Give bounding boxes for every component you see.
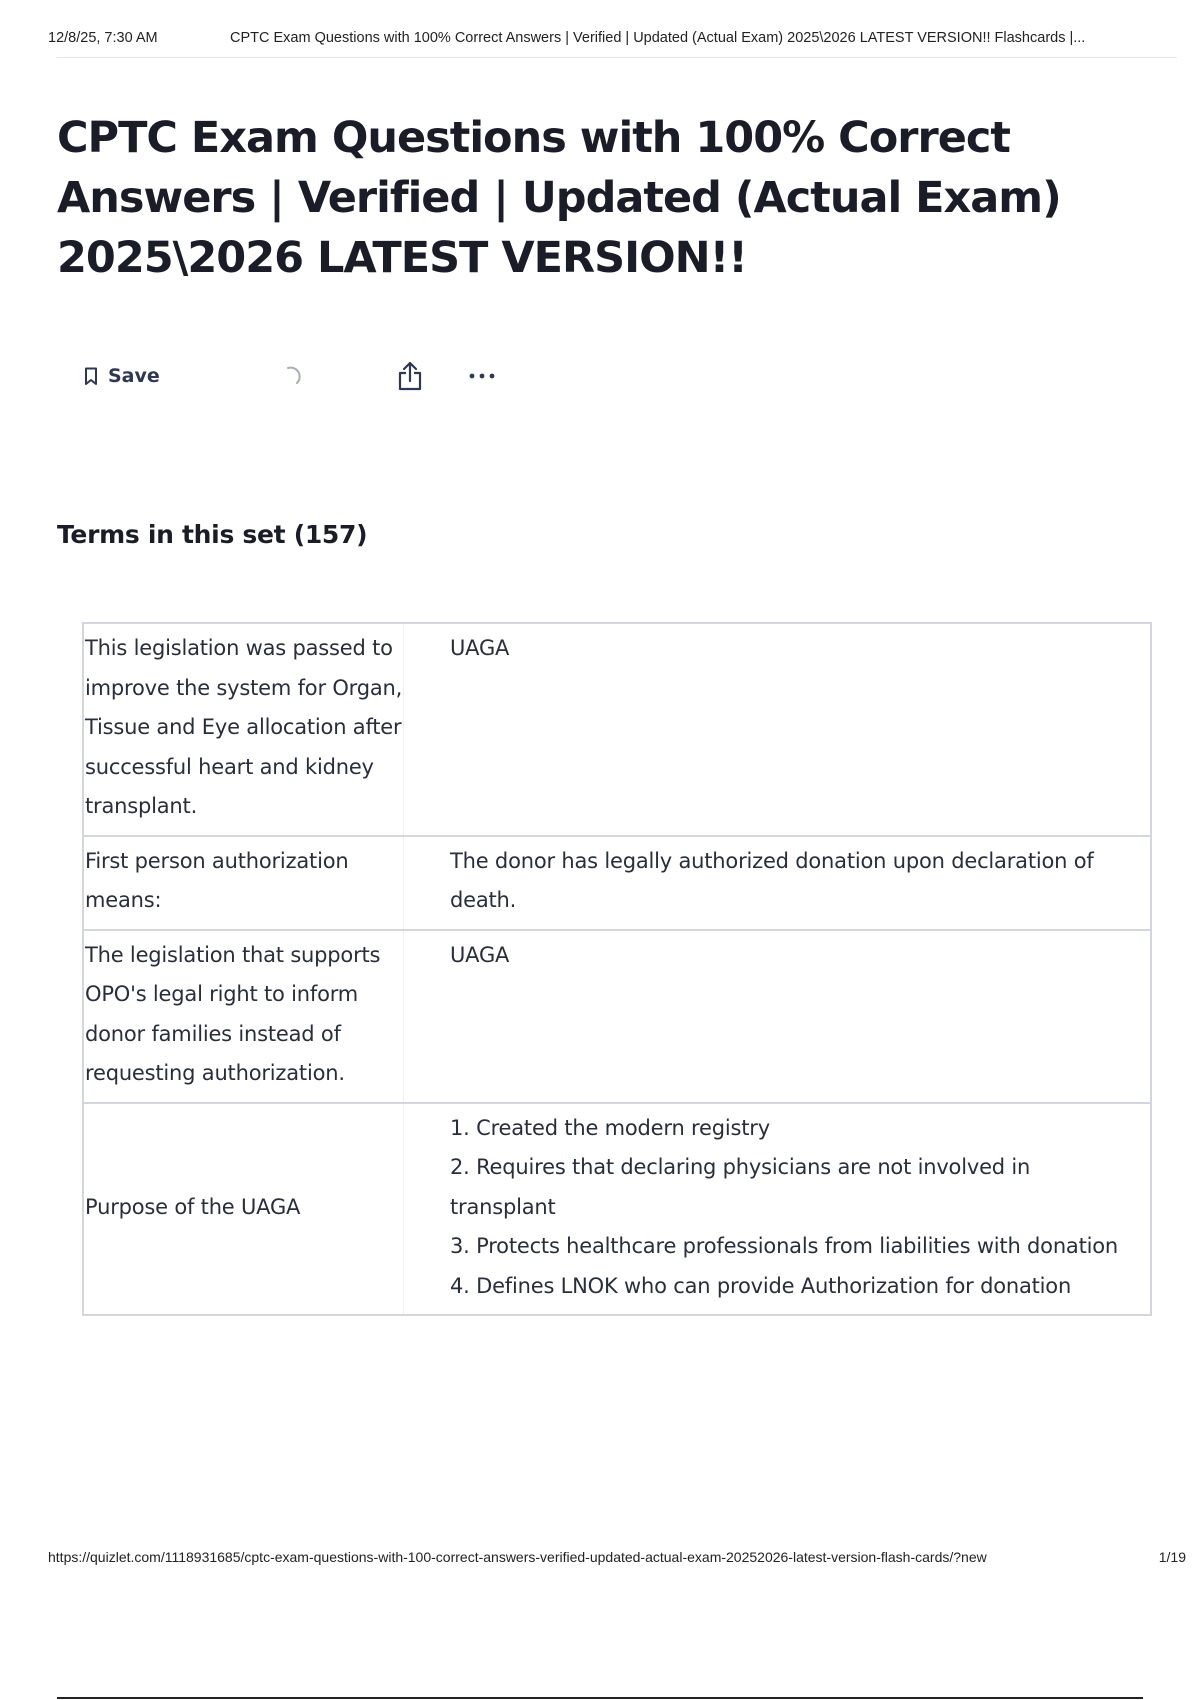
header-divider [57, 57, 1177, 58]
page-bottom-divider [57, 1697, 1143, 1699]
term-definition [404, 837, 1150, 929]
term-row [82, 835, 1152, 931]
print-date: 12/8/25, 7:30 AM [48, 30, 158, 46]
definition-line: 4. Defines LNOK who can provide Authorization for donation [450, 1273, 1072, 1298]
definition-line: 3. Protects healthcare professionals from liabilities with donation [450, 1234, 1119, 1258]
term-row [82, 622, 1152, 837]
page-title: CPTC Exam Questions with 100% Correct Answers | Verified | Updated (Actual Exam) 2025\2026 LATEST VERSION!! [57, 113, 1061, 283]
terms-heading: Terms in this set (157) [57, 520, 368, 549]
terms-table [82, 624, 1152, 1316]
save-button[interactable] [84, 360, 160, 392]
bookmark-icon [84, 367, 98, 386]
term-text: Purpose of the UAGA [84, 1104, 404, 1315]
term-row [82, 1102, 1152, 1317]
term-row [82, 929, 1152, 1104]
save-label: Save [108, 365, 160, 387]
print-header [48, 30, 1174, 52]
term-text: This legislation was passed to improve the system for Organ, Tissue and Eye allocation after successful heart and kidney transplant. [84, 624, 404, 835]
term-definition [404, 624, 1150, 835]
more-options-icon [467, 366, 497, 386]
print-doc-title: CPTC Exam Questions with 100% Correct Answers | Verified | Updated (Actual Exam) 2025\2026 LATEST VERSION!! Flashcards |... [230, 30, 1086, 46]
definition-line: UAGA [450, 636, 510, 660]
share-icon [396, 360, 424, 392]
loading-spinner-icon [279, 362, 305, 388]
definition-line: 1. Created the modern registry [450, 1115, 770, 1140]
term-text: The legislation that supports OPO's legal right to inform donor families instead of requesting authorization. [84, 931, 404, 1102]
term-definition [404, 1104, 1150, 1315]
print-url: https://quizlet.com/1118931685/cptc-exam-questions-with-100-correct-answers-verified-updated-actual-exam-20252026-latest-version-flash-cards/?new [48, 1549, 987, 1565]
definition-line: The donor has legally authorized donation upon declaration of death. [450, 848, 1094, 912]
definition-line: 2. Requires that declaring physicians are not involved in transplant [450, 1155, 1031, 1219]
more-options-button[interactable] [467, 366, 497, 390]
set-toolbar [84, 360, 524, 392]
term-text: First person authorization means: [84, 837, 404, 929]
share-button[interactable] [396, 360, 424, 396]
term-definition [404, 931, 1150, 1102]
page-number: 1/19 [1158, 1549, 1186, 1565]
definition-line: UAGA [450, 942, 510, 967]
